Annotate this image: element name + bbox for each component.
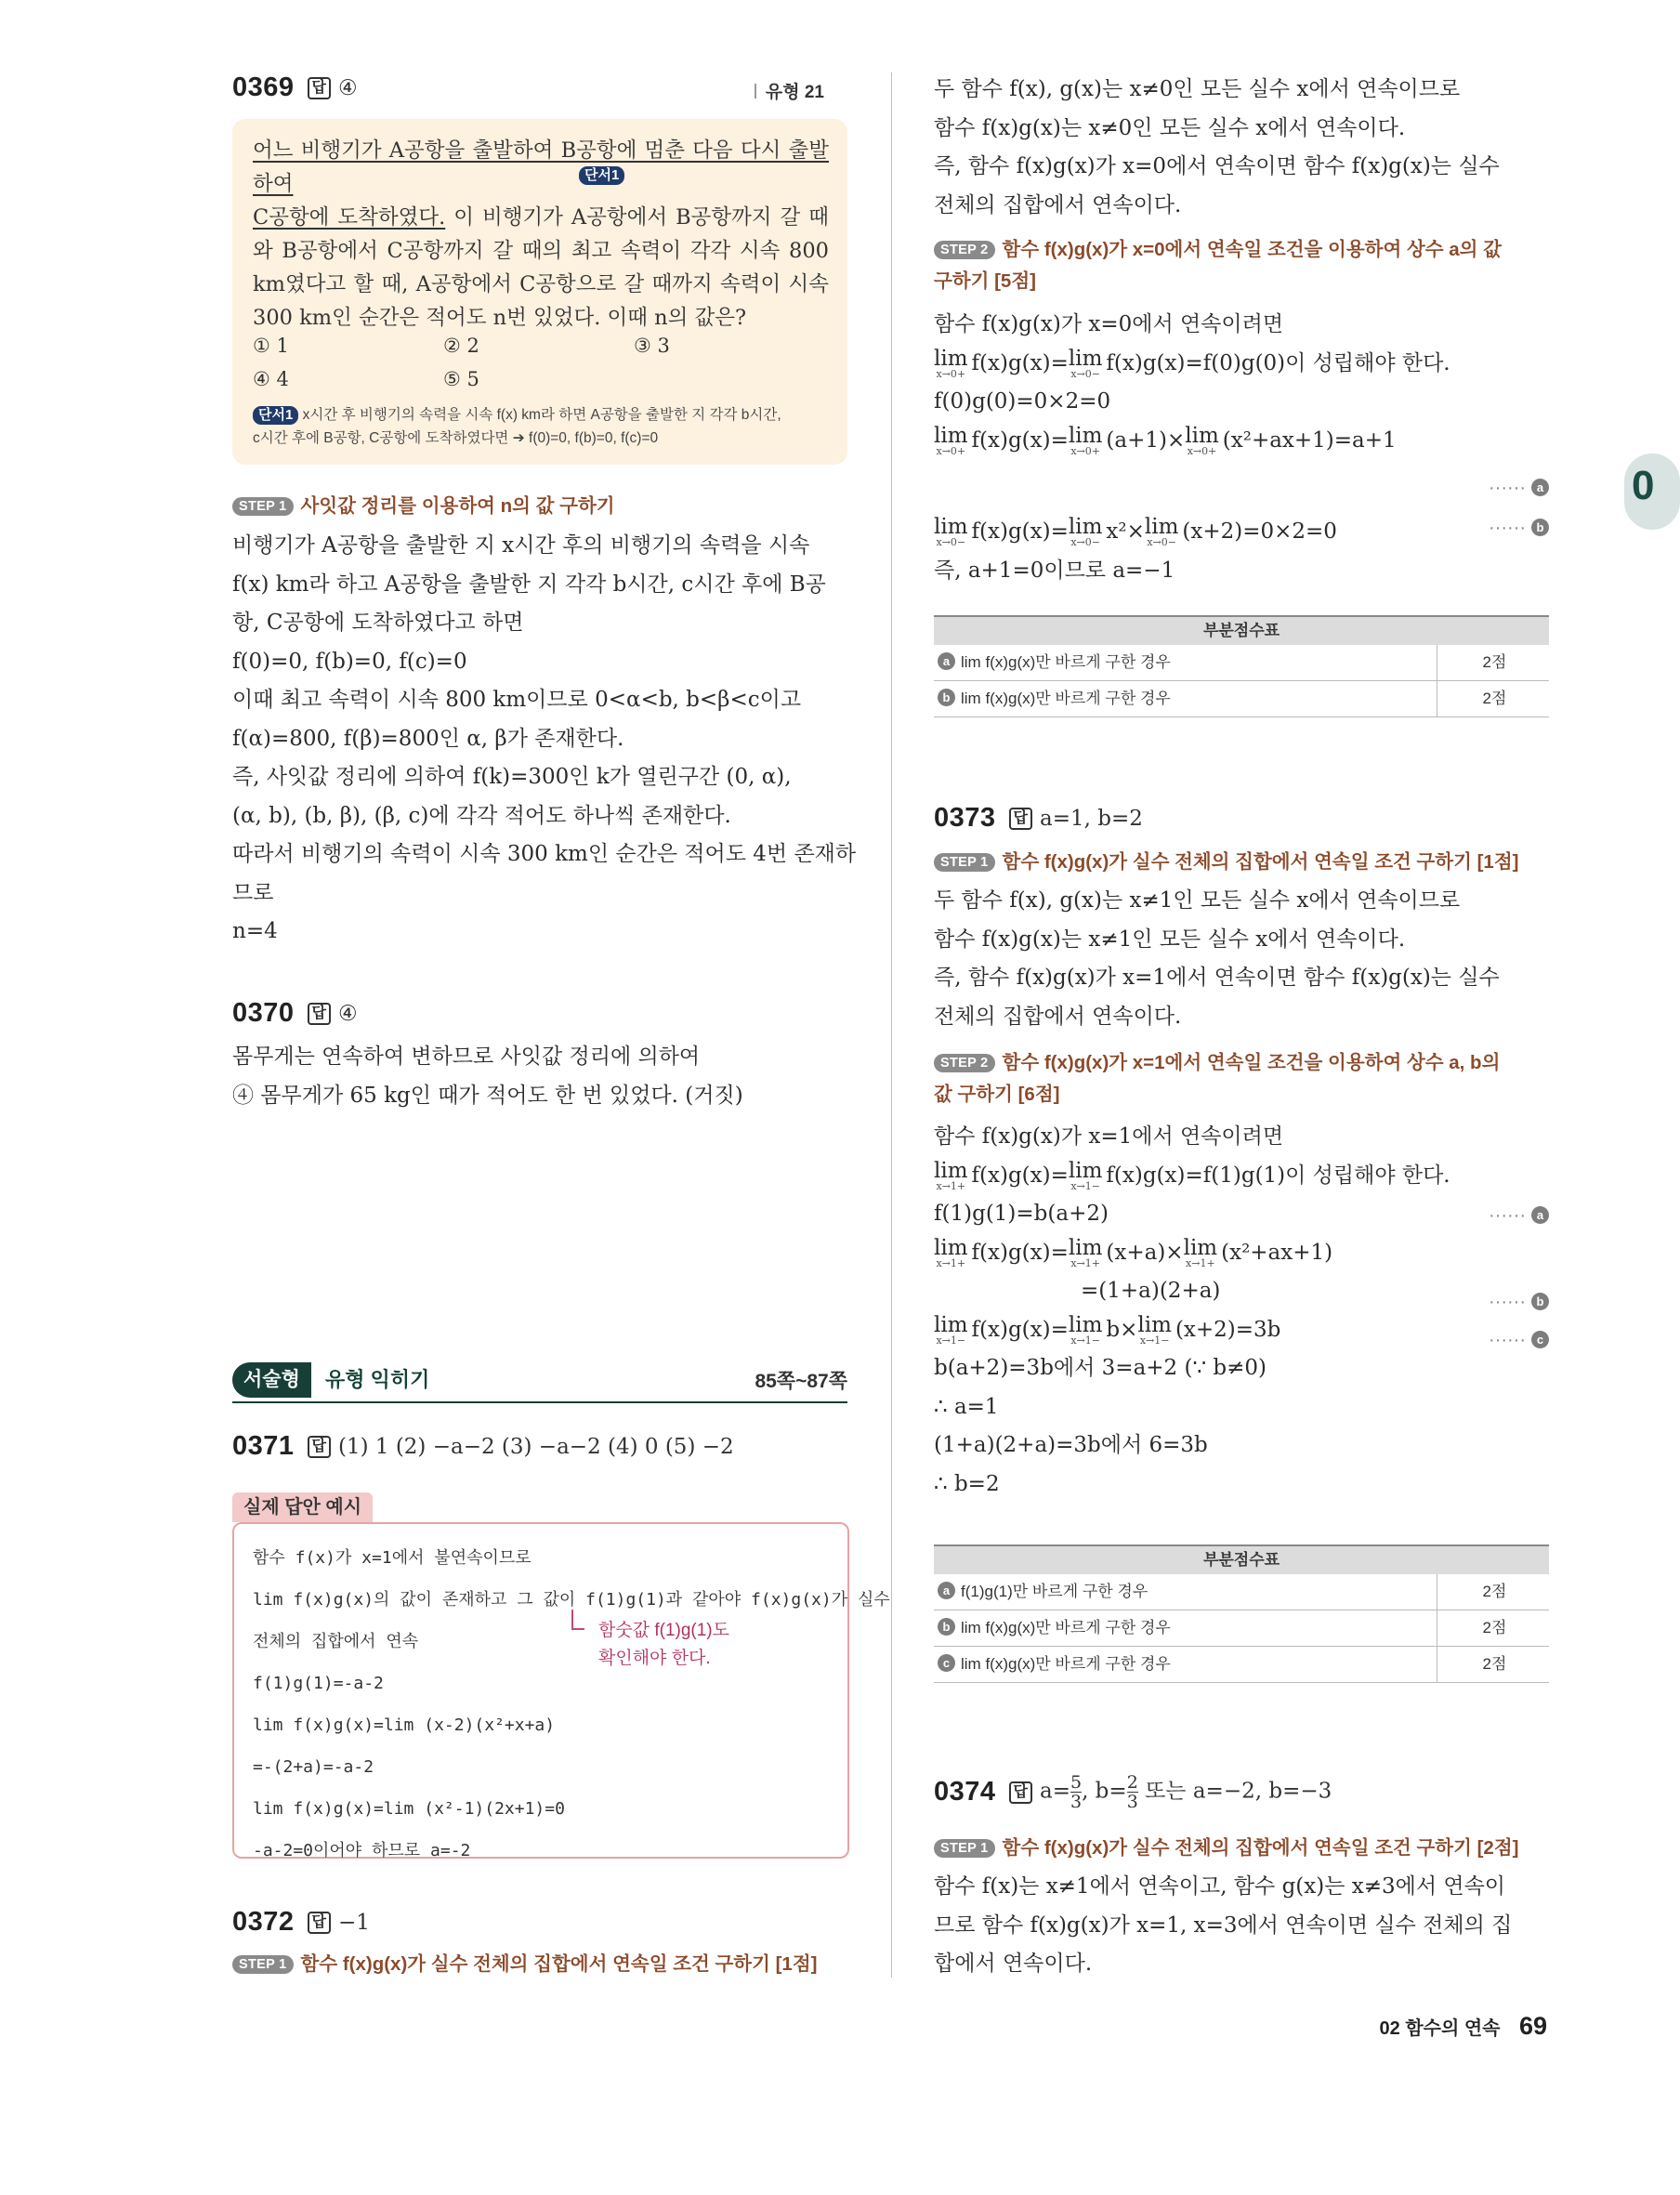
solution-line: ④ 몸무게가 65 kg인 때가 적어도 한 번 있었다. (거짓) <box>232 1083 743 1108</box>
solution-line-limit: lim x→0− f(x)g(x)= lim x→0− x²× lim x→0− (x+2)=0×2=0 <box>934 515 1337 548</box>
question-number: 0373 <box>934 803 996 833</box>
marker-b: ······ b <box>1489 1292 1549 1313</box>
section-banner <box>232 1359 847 1403</box>
section-pages: 85쪽~87쪽 <box>755 1371 847 1392</box>
solution-line: 합에서 연속이다. <box>934 1952 1093 1976</box>
solution-line: 이때 최고 속력이 시속 800 km이므로 0<α<b, b<β<c이고 <box>232 688 802 712</box>
step-title: 함수 f(x)g(x)가 실수 전체의 집합에서 연속일 조건 구하기 [1점] <box>300 1953 818 1975</box>
solution-line: (1+a)(2+a)=3b에서 6=3b <box>934 1433 1208 1457</box>
answer-value: 또는 a=−2, b=−3 <box>1145 1779 1332 1804</box>
question-number: 0370 <box>232 998 295 1028</box>
limit-symbol: lim x→0− <box>1068 515 1103 548</box>
solution-line: (α, b), (b, β), (β, c)에 각각 적어도 하나씩 존재한다. <box>232 803 731 828</box>
type-tag: 유형 21 <box>755 78 824 103</box>
step-heading <box>934 1047 1549 1111</box>
question-0374-header <box>934 1773 1332 1811</box>
chapter-side-tab <box>1624 453 1680 530</box>
marker-a: ······ a <box>1489 478 1549 499</box>
limit-symbol: lim x→1− <box>1068 1158 1103 1192</box>
score-points: 2점 <box>1437 681 1550 717</box>
hand-line: lim f(x)g(x)의 값이 존재하고 그 값이 f(1)g(1)과 같아야 f(x)g(x)가 실수 <box>253 1590 890 1610</box>
hint-box <box>253 403 838 450</box>
question-0372-header <box>232 1907 370 1938</box>
problem-text <box>253 134 829 335</box>
solution-line: =(1+a)(2+a) <box>1081 1279 1221 1303</box>
question-0371-header <box>232 1431 734 1462</box>
chapter-tab-letter: 0 <box>1632 463 1655 508</box>
note-line: 함숫값 f(1)g(1)도 <box>598 1621 729 1640</box>
step-title: 함수 f(x)g(x)가 x=1에서 연속일 조건을 이용하여 상수 a, b의 <box>1002 1052 1501 1073</box>
score-row <box>934 681 1549 717</box>
line-rest: f(x)g(x)=f(0)g(0)이 성립해야 한다. <box>1106 350 1450 375</box>
mark-a-icon: a <box>938 652 955 670</box>
solution-line: 전체의 집합에서 연속이다. <box>934 192 1182 217</box>
step-title: 함수 f(x)g(x)가 실수 전체의 집합에서 연속일 조건 구하기 [1점] <box>1002 851 1519 873</box>
score-points: 2점 <box>1437 645 1550 681</box>
answer-badge: 답 <box>1009 1781 1032 1804</box>
handwritten-lines <box>253 1537 890 1872</box>
problem-text-part2: C공항에 도착하였다. <box>253 205 446 230</box>
solution-line: 므로 함수 f(x)g(x)가 x=1, x=3에서 연속이면 실수 전체의 집 <box>934 1912 1513 1938</box>
limit-symbol: lim x→0− <box>1068 346 1103 380</box>
mark-b-icon: b <box>1531 519 1549 536</box>
step-title-cont: 구하기 [5점] <box>934 270 1036 292</box>
solution-line: 함수 f(x)g(x)가 x=0에서 연속이려면 <box>934 312 1284 336</box>
choice-2: ② 2 <box>443 335 479 357</box>
solution-line: ∴ a=1 <box>934 1394 999 1419</box>
solution-line: 함수 f(x)g(x)는 x≠1인 모든 실수 x에서 연속이다. <box>934 927 1406 952</box>
hand-line: -a-2=0이어야 하므로 a=-2 <box>253 1841 471 1860</box>
question-0369-header <box>232 72 358 103</box>
step-pill: STEP 2 <box>934 1054 995 1072</box>
solution-0369 <box>232 527 857 952</box>
answer-badge: 답 <box>1009 808 1032 830</box>
solution-line-limit: lim x→0+ f(x)g(x)= lim x→0− f(x)g(x)=f(0)g(0)이 성립해야 한다. <box>934 346 1450 380</box>
question-number: 0372 <box>232 1907 295 1937</box>
solution-line: 따라서 비행기의 속력이 시속 300 km인 순간은 적어도 4번 존재하 <box>232 842 857 866</box>
mark-c-icon: c <box>1531 1331 1549 1348</box>
limit-symbol: lim x→1− <box>934 1312 968 1347</box>
score-table-title: 부분점수표 <box>934 616 1549 645</box>
step-title: 함수 f(x)g(x)가 실수 전체의 집합에서 연속일 조건 구하기 [2점] <box>1002 1837 1519 1859</box>
solution-line: 두 함수 f(x), g(x)는 x≠0인 모든 실수 x에서 연속이므로 <box>934 77 1461 101</box>
note-line: 확인해야 한다. <box>598 1649 711 1668</box>
limit-symbol: lim x→0− <box>1144 515 1179 548</box>
step-pill: STEP 2 <box>934 241 995 259</box>
limit-symbol: lim x→1− <box>1137 1312 1172 1347</box>
solution-line: 므로 <box>232 880 274 905</box>
hint-tag: 단서1 <box>253 406 298 425</box>
mark-a-icon: a <box>1531 1206 1549 1224</box>
score-desc: a lim f(x)g(x)만 바르게 구한 경우 <box>934 645 1437 681</box>
score-points: 2점 <box>1437 1610 1550 1647</box>
solution-line: b(a+2)=3b에서 3=a+2 (∵ b≠0) <box>934 1356 1267 1380</box>
solution-0372-step2 <box>934 306 1549 460</box>
hint-line-2: c시간 후에 B공항, C공항에 도착하였다면 ➔ f(0)=0, f(b)=0, f(c)=0 <box>253 430 659 446</box>
limit-symbol: lim x→1+ <box>1068 1235 1103 1269</box>
example-label: 실제 답안 예시 <box>232 1492 373 1522</box>
hint-line-1: x시간 후 비행기의 속력을 시속 f(x) km라 하면 A공항을 출발한 지 각각 b시간, <box>302 407 781 423</box>
step-pill: STEP 1 <box>934 853 995 872</box>
solution-line-limit: lim x→1− f(x)g(x)= lim x→1− b× lim x→1− (x+2)=3b <box>934 1312 1281 1347</box>
score-points: 2점 <box>1437 1574 1550 1610</box>
score-row <box>934 1647 1549 1683</box>
partial-score-table <box>934 1544 1549 1683</box>
step-heading <box>934 234 1549 297</box>
solution-line: 즉, 함수 f(x)g(x)가 x=1에서 연속이면 함수 f(x)g(x)는 실수 <box>934 966 1500 990</box>
step-title-cont: 값 구하기 [6점] <box>934 1084 1060 1105</box>
answer-badge: 답 <box>308 1912 331 1934</box>
choice-1: ① 1 <box>253 335 289 357</box>
mark-b-icon: b <box>938 689 955 706</box>
score-table-title: 부분점수표 <box>934 1545 1549 1574</box>
section-pill: 서술형 <box>232 1362 311 1398</box>
line-rest: (x+2)=3b <box>1175 1317 1281 1342</box>
answer-value: ④ <box>337 1001 358 1026</box>
question-0370-header <box>232 998 358 1029</box>
step-title: 함수 f(x)g(x)가 x=0에서 연속일 조건을 이용하여 상수 a의 값 <box>1002 239 1502 260</box>
hint-tag-float: 단서1 <box>579 166 624 185</box>
limit-symbol: lim x→1+ <box>934 1235 968 1269</box>
choice-4: ④ 4 <box>253 368 289 390</box>
solution-line: 비행기가 A공항을 출발한 지 x시간 후의 비행기의 속력을 시속 <box>232 533 810 558</box>
choice-5: ⑤ 5 <box>443 368 479 390</box>
marker-c: ······ c <box>1489 1330 1549 1351</box>
solution-line: 두 함수 f(x), g(x)는 x≠1인 모든 실수 x에서 연속이므로 <box>934 888 1461 913</box>
solution-line: 항, C공항에 도착하였다고 하면 <box>232 611 524 635</box>
answer-badge: 답 <box>308 1003 331 1025</box>
page-footer <box>1380 2012 1547 2041</box>
limit-symbol: lim x→0+ <box>934 346 968 380</box>
step-heading <box>232 491 615 522</box>
answer-value: (1) 1 (2) −a−2 (3) −a−2 (4) 0 (5) −2 <box>337 1434 734 1459</box>
solution-line: 함수 f(x)는 x≠1에서 연속이고, 함수 g(x)는 x≠3에서 연속이 <box>934 1874 1506 1899</box>
hand-line: lim f(x)g(x)=lim (x-2)(x²+x+a) <box>253 1715 556 1735</box>
line-rest: (x²+ax+1) <box>1221 1240 1333 1265</box>
score-text: f(1)g(1)만 바르게 구한 경우 <box>961 1583 1148 1600</box>
hand-line: =-(2+a)=-a-2 <box>253 1757 374 1777</box>
mark-a-icon: a <box>1531 479 1549 496</box>
answer-badge: 답 <box>308 1436 331 1458</box>
solution-line-limit: lim x→0+ f(x)g(x)= lim x→0+ (a+1)× lim x→0+ (x²+ax+1)=a+1 <box>934 423 1397 457</box>
solution-line-limit: lim x→1+ f(x)g(x)= lim x→1+ (x+a)× lim x→1+ (x²+ax+1) <box>934 1235 1333 1269</box>
solution-line-limit: lim x→1+ f(x)g(x)= lim x→1− f(x)g(x)=f(1)g(1)이 성립해야 한다. <box>934 1158 1450 1192</box>
solution-0372-step2-b <box>934 513 1549 590</box>
question-number: 0371 <box>232 1431 295 1461</box>
solution-0370 <box>232 1038 847 1115</box>
chapter-title: 02 함수의 연속 <box>1379 2018 1501 2039</box>
problem-text-part1: 어느 비행기가 A공항을 출발하여 B공항에 멈춘 다음 다시 출발하여 <box>253 138 829 196</box>
solution-line: 함수 f(x)g(x)가 x=1에서 연속이려면 <box>934 1124 1284 1149</box>
answer-fraction: a= $\frac{5}{3}$ , b= $\frac{2}{3}$ 또는 a=−2, b=−3 <box>1039 1772 1332 1812</box>
hand-line: lim f(x)g(x)=lim (x²-1)(2x+1)=0 <box>253 1799 565 1819</box>
column-divider <box>891 72 892 1978</box>
question-number: 0374 <box>934 1777 996 1807</box>
step-title: 사잇값 정리를 이용하여 n의 값 구하기 <box>300 495 615 517</box>
score-desc <box>934 1574 1437 1610</box>
step-heading <box>934 847 1518 878</box>
step-pill: STEP 1 <box>232 497 294 516</box>
question-0373-header <box>934 803 1143 834</box>
solution-line: f(0)g(0)=0×2=0 <box>934 389 1111 414</box>
score-text: f(x)g(x)만 바르게 구한 경우 <box>985 1655 1171 1673</box>
solution-line: f(α)=800, f(β)=800인 α, β가 존재한다. <box>232 726 624 751</box>
solution-line: 즉, a+1=0이므로 a=−1 <box>934 558 1175 583</box>
limit-symbol: lim x→1− <box>1068 1312 1103 1347</box>
hand-line: 전체의 집합에서 연속 <box>253 1632 419 1651</box>
score-row <box>934 1610 1549 1647</box>
page-number: 69 <box>1518 2012 1547 2040</box>
limit-symbol: lim x→1+ <box>934 1158 968 1192</box>
step-heading <box>934 1833 1518 1864</box>
line-rest: (x²+ax+1)=a+1 <box>1222 427 1397 453</box>
solution-line: ∴ b=2 <box>934 1471 1000 1496</box>
score-desc: b lim f(x)g(x)만 바르게 구한 경우 <box>934 681 1437 717</box>
score-row <box>934 645 1549 681</box>
solution-line: f(x) km라 하고 A공항을 출발한 지 각각 b시간, c시간 후에 B공 <box>232 572 826 597</box>
limit-symbol: lim x→0+ <box>934 423 968 457</box>
marker-b: ······ b <box>1489 518 1549 539</box>
question-number: 0369 <box>232 72 295 102</box>
answer-value: ④ <box>337 75 358 100</box>
hand-line: f(1)g(1)=-a-2 <box>253 1674 384 1693</box>
mark-b-icon: b <box>938 1618 955 1636</box>
solution-0372-step1 <box>934 71 1549 225</box>
solution-line: f(1)g(1)=b(a+2) <box>934 1202 1109 1226</box>
solution-line: f(0)=0, f(b)=0, f(c)=0 <box>232 649 467 674</box>
limit-symbol: lim x→1+ <box>1183 1235 1218 1269</box>
answer-value: a=1, b=2 <box>1039 806 1143 831</box>
step-pill: STEP 1 <box>232 1955 294 1974</box>
score-text: f(x)g(x)만 바르게 구한 경우 <box>985 653 1171 671</box>
line-rest: (x+2)=0×2=0 <box>1182 519 1337 544</box>
partial-score-table <box>934 615 1549 717</box>
answer-value: −1 <box>337 1910 370 1935</box>
score-desc: c lim f(x)g(x)만 바르게 구한 경우 <box>934 1647 1437 1683</box>
note-arrow-icon <box>571 1610 584 1630</box>
choice-3: ③ 3 <box>634 335 670 357</box>
mark-b-icon: b <box>1531 1293 1549 1310</box>
solution-line: 즉, 함수 f(x)g(x)가 x=0에서 연속이면 함수 f(x)g(x)는 실수 <box>934 154 1500 178</box>
score-desc: b lim f(x)g(x)만 바르게 구한 경우 <box>934 1610 1437 1647</box>
solution-line: n=4 <box>232 919 278 943</box>
mark-a-icon: a <box>938 1582 955 1599</box>
answer-badge: 답 <box>308 77 331 99</box>
step-pill: STEP 1 <box>934 1839 995 1858</box>
choices <box>253 329 829 396</box>
score-text: f(x)g(x)만 바르게 구한 경우 <box>985 690 1171 707</box>
marker-a: ······ a <box>1489 1205 1549 1227</box>
solution-0373-step2 <box>934 1118 1549 1504</box>
problem-box <box>232 119 847 465</box>
handwritten-answer-box <box>232 1522 890 1860</box>
line-rest: f(x)g(x)=f(1)g(1)이 성립해야 한다. <box>1106 1163 1450 1188</box>
problem-text-part3: 이 비행기가 A공항에서 B공항까지 갈 때와 B공항에서 C공항까지 갈 때의 최고 속력이 각각 시속 800 km였다고 할 때, A공항에서 C공항으로 갈 때까지 속력이 시속 300 km인 순간은 적어도 n번 있었다. 이때 n의 값은? <box>253 205 829 330</box>
score-text: f(x)g(x)만 바르게 구한 경우 <box>985 1619 1171 1636</box>
pink-note <box>598 1617 729 1673</box>
score-points: 2점 <box>1437 1647 1550 1683</box>
limit-symbol: lim x→0− <box>934 515 968 548</box>
solution-line: 즉, 사잇값 정리에 의하여 f(k)=300인 k가 열린구간 (0, α), <box>232 765 792 789</box>
solution-0374 <box>934 1868 1549 1984</box>
limit-symbol: lim x→0+ <box>1068 423 1103 457</box>
hand-line: 함수 f(x)가 x=1에서 불연속이므로 <box>253 1548 532 1568</box>
solution-line: 몸무게는 연속하여 변하므로 사잇값 정리에 의하여 <box>232 1045 701 1069</box>
solution-line: 전체의 집합에서 연속이다. <box>934 1004 1182 1029</box>
limit-symbol: lim x→0+ <box>1185 423 1219 457</box>
step-heading <box>232 1949 817 1980</box>
solution-line: 함수 f(x)g(x)는 x≠0인 모든 실수 x에서 연속이다. <box>934 115 1406 140</box>
solution-0373-step1 <box>934 882 1549 1036</box>
section-title: 유형 익히기 <box>325 1368 430 1391</box>
score-row <box>934 1574 1549 1610</box>
mark-c-icon: c <box>938 1654 955 1672</box>
